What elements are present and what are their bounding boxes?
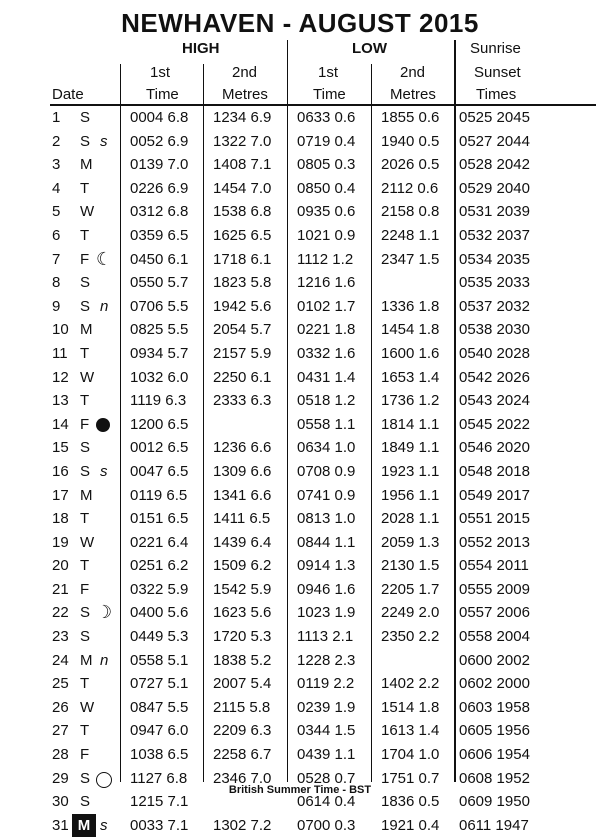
day-cell: S	[80, 628, 91, 646]
day-cell: W	[80, 698, 95, 716]
date-cell: 7	[52, 250, 61, 268]
high-first-cell: 1127 6.8	[130, 769, 188, 787]
low-second-cell: 2347 1.5	[381, 250, 440, 268]
sun-times-cell: 0609 1950	[459, 793, 530, 811]
high-second-cell: 1625 6.5	[213, 226, 272, 244]
date-cell: 10	[52, 321, 69, 339]
high-second-cell: 1823 5.8	[213, 274, 272, 292]
low-first-cell: 0221 1.8	[297, 321, 356, 339]
day-cell: W	[80, 203, 95, 221]
low-second-cell: 2059 1.3	[381, 533, 440, 551]
day-cell: F	[80, 580, 90, 598]
table-row	[0, 649, 600, 673]
high-second-cell: 1309 6.6	[213, 462, 272, 480]
low-second-cell: 1855 0.6	[381, 109, 440, 126]
high-first-cell: 0727 5.1	[130, 675, 189, 693]
table-row	[0, 177, 600, 201]
low-first-cell: 0700 0.3	[297, 816, 356, 834]
date-cell: 28	[52, 746, 69, 764]
low-first-cell: 0332 1.6	[297, 344, 356, 362]
first-quarter-moon-icon: ☽	[96, 602, 113, 623]
date-cell: 11	[52, 344, 68, 362]
day-cell: F	[80, 415, 90, 433]
low-first-cell: 0850 0.4	[297, 179, 356, 197]
date-cell: 27	[52, 722, 69, 740]
sun-times-cell: 0548 2018	[459, 462, 530, 480]
high-metres-header: Metres	[222, 86, 268, 103]
low-first-cell: 0935 0.6	[297, 203, 356, 221]
mark-cell: n	[100, 651, 109, 669]
date-cell: 4	[52, 179, 61, 197]
low-first-cell: 1023 1.9	[297, 604, 356, 622]
table-row	[0, 484, 600, 508]
high-second-cell: 1838 5.2	[213, 651, 272, 669]
high-first-cell: 1032 6.0	[130, 368, 189, 386]
day-cell: T	[80, 179, 90, 197]
sun-times-cell: 0551 2015	[459, 510, 530, 528]
sun-times-cell: 0557 2006	[459, 604, 530, 622]
low-second-cell: 2130 1.5	[381, 557, 440, 575]
table-row	[0, 248, 600, 272]
low-first-cell: 0946 1.6	[297, 580, 356, 598]
day-cell: M	[80, 651, 93, 669]
high-header: HIGH	[182, 40, 220, 57]
table-row	[0, 436, 600, 460]
high-first-cell: 0449 5.3	[130, 628, 189, 646]
sun-times-cell: 0531 2039	[459, 203, 530, 221]
table-row	[0, 601, 600, 625]
sun-times-cell: 0534 2035	[459, 250, 530, 268]
high-second-cell: 1408 7.1	[213, 156, 272, 174]
date-cell: 26	[52, 698, 69, 716]
table-row	[0, 153, 600, 177]
high-second-cell: 2209 6.3	[213, 722, 272, 740]
day-cell: S	[80, 769, 91, 787]
sun-times-cell: 0542 2026	[459, 368, 530, 386]
high-second-cell: 1509 6.2	[213, 557, 272, 575]
table-row	[0, 200, 600, 224]
low-time-header: Time	[313, 86, 346, 103]
date-cell: 16	[52, 462, 69, 480]
low-second-cell: 1849 1.1	[381, 439, 440, 457]
date-cell: 13	[52, 392, 69, 410]
date-cell: 15	[52, 439, 69, 457]
day-cell: W	[80, 368, 95, 386]
new-moon-icon	[96, 418, 110, 432]
low-first-cell: 1021 0.9	[297, 226, 356, 244]
high-first-cell: 1200 6.5	[130, 415, 189, 433]
low-second-cell: 1921 0.4	[381, 816, 440, 834]
high-second-cell: 1942 5.6	[213, 297, 272, 315]
high-first-cell: 0400 5.6	[130, 604, 189, 622]
high-second-cell: 2346 7.0	[213, 769, 272, 787]
sun-times-cell: 0537 2032	[459, 297, 530, 315]
high-first-cell: 0450 6.1	[130, 250, 189, 268]
table-header	[0, 40, 600, 104]
low-second-cell: 1402 2.2	[381, 675, 440, 693]
day-cell: W	[80, 533, 95, 551]
low-second-cell: 2158 0.8	[381, 203, 440, 221]
high-time-header: Time	[146, 86, 179, 103]
low-first-cell: 0805 0.3	[297, 156, 356, 174]
high-second-cell: 1542 5.9	[213, 580, 272, 598]
day-cell: F	[80, 746, 90, 764]
sun-times-cell: 0606 1954	[459, 746, 530, 764]
low-second-cell: 2350 2.2	[381, 628, 440, 646]
sun-times-cell: 0527 2044	[459, 132, 530, 150]
low-second-cell: 1600 1.6	[381, 344, 440, 362]
sun-times-cell: 0603 1958	[459, 698, 530, 716]
low-second-cell: 1751 0.7	[381, 769, 440, 787]
low-second-cell: 1514 1.8	[381, 698, 440, 716]
low-first-cell: 0518 1.2	[297, 392, 356, 410]
footer-note: British Summer Time - BST	[228, 784, 372, 796]
date-cell: 6	[52, 226, 61, 244]
high-first-cell: 0322 5.9	[130, 580, 189, 598]
high-second-cell: 1322 7.0	[213, 132, 272, 150]
tide-table-body	[0, 106, 600, 837]
date-cell: 25	[52, 675, 69, 693]
low-second-cell: 2248 1.1	[381, 226, 440, 244]
day-cell: S	[80, 132, 91, 150]
low-second-cell: 1704 1.0	[381, 746, 440, 764]
high-second-cell: 2007 5.4	[213, 675, 272, 693]
high-second-cell: 1538 6.8	[213, 203, 272, 221]
date-cell: 21	[52, 580, 69, 598]
times-header: Times	[476, 86, 517, 103]
table-row	[0, 625, 600, 649]
sun-times-cell: 0529 2040	[459, 179, 530, 197]
full-moon-icon	[96, 772, 112, 788]
high-first-cell: 0558 5.1	[130, 651, 189, 669]
date-cell: 3	[52, 156, 61, 174]
sun-times-cell: 0532 2037	[459, 226, 530, 244]
sun-times-cell: 0602 2000	[459, 675, 530, 693]
high-first-cell: 0151 6.5	[130, 510, 189, 528]
table-row	[0, 295, 600, 319]
date-cell: 17	[52, 486, 69, 504]
low-first-cell: 0741 0.9	[297, 486, 356, 504]
date-cell: 14	[52, 415, 69, 433]
high-first-cell: 0033 7.1	[130, 816, 189, 834]
table-row	[0, 719, 600, 743]
high-first-cell: 0706 5.5	[130, 297, 189, 315]
high-second-cell: 1718 6.1	[213, 250, 272, 268]
mark-cell: n	[100, 297, 109, 315]
low-second-cell: 1814 1.1	[381, 415, 440, 433]
day-cell: S	[80, 109, 91, 126]
day-cell: S	[80, 462, 91, 480]
sun-times-cell: 0552 2013	[459, 533, 530, 551]
last-quarter-moon-icon: ☾	[96, 248, 113, 269]
mark-cell: s	[100, 462, 108, 480]
high-second-cell: 2054 5.7	[213, 321, 272, 339]
sun-times-cell: 0605 1956	[459, 722, 530, 740]
high-first-cell: 0312 6.8	[130, 203, 189, 221]
low-first-cell: 0719 0.4	[297, 132, 356, 150]
high-first-cell: 1038 6.5	[130, 746, 189, 764]
low-first-cell: 0813 1.0	[297, 510, 356, 528]
sunset-header: Sunset	[474, 64, 521, 81]
day-cell: T	[80, 722, 90, 740]
high-second-cell: 2250 6.1	[213, 368, 272, 386]
low-second-cell: 1923 1.1	[381, 462, 440, 480]
day-cell: T	[80, 344, 90, 362]
day-cell: T	[80, 510, 90, 528]
date-cell: 22	[52, 604, 69, 622]
low-first-cell: 0102 1.7	[297, 297, 356, 315]
low-second-cell: 1940 0.5	[381, 132, 440, 150]
table-row	[0, 366, 600, 390]
date-cell: 23	[52, 628, 69, 646]
date-cell: 2	[52, 132, 61, 150]
table-row	[0, 106, 600, 130]
low-first-cell: 0634 1.0	[297, 439, 356, 457]
date-cell: 31	[52, 816, 69, 834]
sun-times-cell: 0600 2002	[459, 651, 530, 669]
day-cell: S	[80, 274, 91, 292]
table-row	[0, 578, 600, 602]
sun-times-cell: 0608 1952	[459, 769, 530, 787]
day-cell: M	[80, 321, 93, 339]
low-first-cell: 0844 1.1	[297, 533, 356, 551]
day-cell: T	[80, 557, 90, 575]
high-second-cell: 1302 7.2	[213, 816, 272, 834]
low-first-cell: 0708 0.9	[297, 462, 356, 480]
high-first-cell: 0934 5.7	[130, 344, 189, 362]
date-cell: 18	[52, 510, 69, 528]
sun-times-cell: 0540 2028	[459, 344, 530, 362]
day-cell: S	[80, 297, 91, 315]
low-metres-header: Metres	[390, 86, 436, 103]
high-first-cell: 0226 6.9	[130, 179, 189, 197]
table-row	[0, 696, 600, 720]
table-row	[0, 271, 600, 295]
sunrise-header: Sunrise	[470, 40, 521, 57]
sun-times-cell: 0549 2017	[459, 486, 530, 504]
date-cell: 19	[52, 533, 69, 551]
low-second-cell: 2028 1.1	[381, 510, 440, 528]
high-second-cell: 1623 5.6	[213, 604, 272, 622]
sun-times-cell: 0558 2004	[459, 628, 530, 646]
high-second-cell: 2115 5.8	[213, 698, 271, 716]
high-first-cell: 0139 7.0	[130, 156, 189, 174]
table-row	[0, 342, 600, 366]
low-first-cell: 0431 1.4	[297, 368, 356, 386]
high-first-cell: 0119 6.5	[130, 486, 188, 504]
day-cell: T	[80, 392, 90, 410]
date-cell: 5	[52, 203, 61, 221]
sun-times-cell: 0535 2033	[459, 274, 530, 292]
low-second-cell: 1653 1.4	[381, 368, 440, 386]
low-second-cell: 1956 1.1	[381, 486, 440, 504]
low-first-cell: 0528 0.7	[297, 769, 356, 787]
high-second-cell: 1411 6.5	[213, 510, 271, 528]
high-first-cell: 0004 6.8	[130, 109, 189, 126]
table-row	[0, 554, 600, 578]
high-first-cell: 0052 6.9	[130, 132, 189, 150]
low-first-cell: 0344 1.5	[297, 722, 356, 740]
sun-times-cell: 0555 2009	[459, 580, 530, 598]
low-second-header: 2nd	[400, 64, 426, 81]
table-row	[0, 130, 600, 154]
table-row	[0, 531, 600, 555]
low-second-cell: 1736 1.2	[381, 392, 440, 410]
low-second-cell: 1613 1.4	[381, 722, 440, 740]
high-first-cell: 0947 6.0	[130, 722, 189, 740]
sun-times-cell: 0525 2045	[459, 109, 530, 126]
table-row	[0, 814, 600, 837]
low-second-cell: 2205 1.7	[381, 580, 440, 598]
high-second-cell: 1439 6.4	[213, 533, 272, 551]
day-cell: S	[80, 604, 91, 622]
low-first-cell: 0633 0.6	[297, 109, 356, 126]
high-first-cell: 0825 5.5	[130, 321, 189, 339]
sun-times-cell: 0538 2030	[459, 321, 530, 339]
low-first-cell: 0614 0.4	[297, 793, 356, 811]
low-second-cell: 2026 0.5	[381, 156, 440, 174]
table-row	[0, 672, 600, 696]
high-first-cell: 1215 7.1	[130, 793, 189, 811]
date-cell: 30	[52, 793, 69, 811]
high-first-cell: 0047 6.5	[130, 462, 189, 480]
low-first-cell: 1228 2.3	[297, 651, 356, 669]
day-cell: M	[72, 814, 96, 837]
high-second-cell: 2333 6.3	[213, 392, 272, 410]
high-second-cell: 1454 7.0	[213, 179, 272, 197]
high-second-cell: 1236 6.6	[213, 439, 272, 457]
low-second-cell: 2112 0.6	[381, 179, 439, 197]
high-first-cell: 0221 6.4	[130, 533, 189, 551]
day-cell: S	[80, 793, 91, 811]
sun-times-cell: 0545 2022	[459, 415, 530, 433]
table-row	[0, 460, 600, 484]
sun-times-cell: 0543 2024	[459, 392, 530, 410]
low-second-cell: 2249 2.0	[381, 604, 440, 622]
low-second-cell: 1836 0.5	[381, 793, 440, 811]
day-cell: T	[80, 675, 90, 693]
date-cell: 8	[52, 274, 61, 292]
high-second-cell: 2157 5.9	[213, 344, 272, 362]
high-second-cell: 1341 6.6	[213, 486, 272, 504]
high-second-header: 2nd	[232, 64, 258, 81]
day-cell: M	[80, 486, 93, 504]
low-second-cell: 1454 1.8	[381, 321, 440, 339]
table-row	[0, 413, 600, 437]
date-cell: 29	[52, 769, 69, 787]
day-cell: F	[80, 250, 90, 268]
low-first-cell: 0558 1.1	[297, 415, 356, 433]
low-second-cell: 1336 1.8	[381, 297, 440, 315]
high-second-cell: 2258 6.7	[213, 746, 272, 764]
low-header: LOW	[352, 40, 387, 57]
low-first-cell: 1113 2.1	[297, 628, 354, 646]
table-row	[0, 389, 600, 413]
high-first-cell: 0251 6.2	[130, 557, 189, 575]
table-row	[0, 507, 600, 531]
table-row	[0, 318, 600, 342]
day-cell: T	[80, 226, 90, 244]
table-row	[0, 224, 600, 248]
date-cell: 12	[52, 368, 69, 386]
table-row	[0, 743, 600, 767]
date-header: Date	[52, 86, 84, 103]
high-second-cell: 1234 6.9	[213, 109, 272, 126]
sun-times-cell: 0554 2011	[459, 557, 529, 575]
high-first-cell: 0847 5.5	[130, 698, 189, 716]
high-first-cell: 0012 6.5	[130, 439, 189, 457]
low-first-header: 1st	[318, 64, 339, 81]
date-cell: 1	[52, 109, 61, 126]
low-first-cell: 0914 1.3	[297, 557, 356, 575]
high-first-cell: 0359 6.5	[130, 226, 189, 244]
low-first-cell: 0239 1.9	[297, 698, 356, 716]
page-title: NEWHAVEN - AUGUST 2015	[121, 8, 479, 38]
mark-cell: s	[100, 132, 108, 150]
high-second-cell: 1720 5.3	[213, 628, 272, 646]
day-cell: S	[80, 439, 91, 457]
high-first-cell: 0550 5.7	[130, 274, 189, 292]
mark-cell: s	[100, 816, 108, 834]
sun-times-cell: 0528 2042	[459, 156, 530, 174]
low-first-cell: 0439 1.1	[297, 746, 356, 764]
low-first-cell: 1112 1.2	[297, 250, 354, 268]
sun-times-cell: 0611 1947	[459, 816, 529, 834]
low-first-cell: 1216 1.6	[297, 274, 356, 292]
day-cell: M	[80, 156, 93, 174]
low-first-cell: 0119 2.2	[297, 675, 355, 693]
date-cell: 9	[52, 297, 61, 315]
sun-times-cell: 0546 2020	[459, 439, 530, 457]
date-cell: 24	[52, 651, 69, 669]
high-first-header: 1st	[150, 64, 171, 81]
date-cell: 20	[52, 557, 69, 575]
high-first-cell: 1119 6.3	[130, 392, 187, 410]
